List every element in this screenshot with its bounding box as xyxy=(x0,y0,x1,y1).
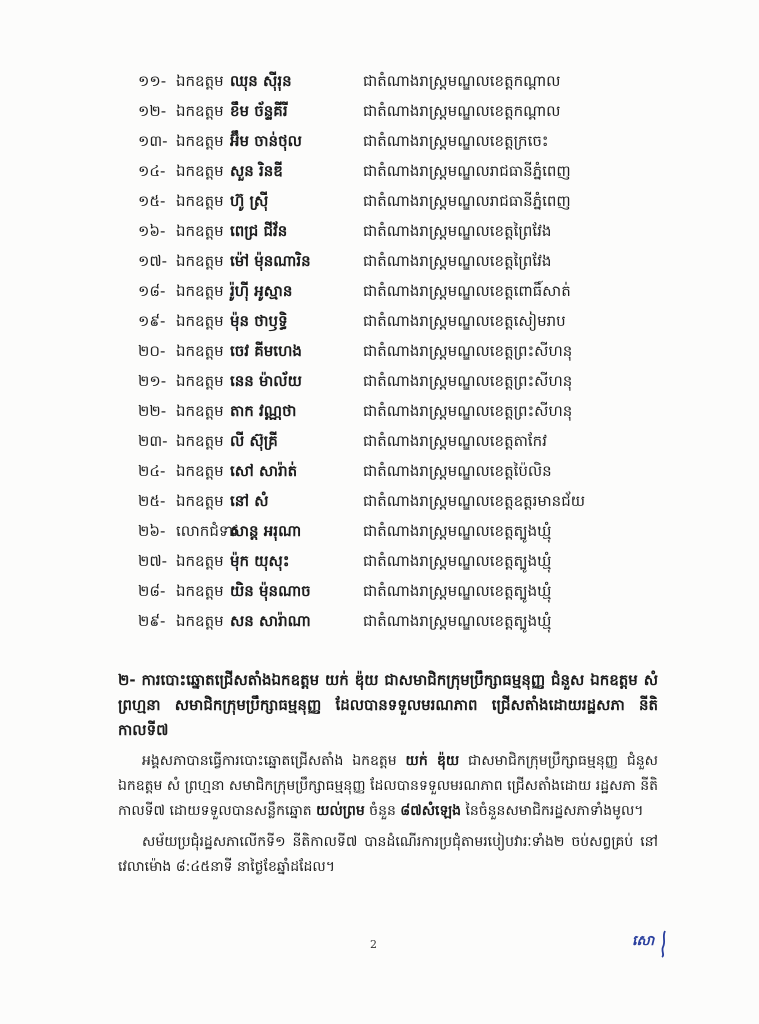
section-2-heading: ២- ការបោះឆ្នោតជ្រើសតាំងឯកឧត្តម យក់ ឌ៉ុយ ជាសមាជិកក្រុមប្រឹក្សាធម្មនុញ្ញ ជំនួស ឯកឧត្តម សំ ព្រហ្មនា សមាជិកក្រុមប្រឹក្សាធម្មនុញ្ញ ដែលបានទទួលមរណភាព ជ្រើសតាំងដោយរដ្ឋសភា នីតិកាលទី៧ xyxy=(118,671,658,739)
member-name: លី ស៊ុគ្រី xyxy=(230,432,278,450)
section-2 xyxy=(118,668,658,880)
member-title: ឯកឧត្តម xyxy=(176,312,224,330)
member-row xyxy=(138,546,658,576)
member-role: ជាតំណាងរាស្ត្រមណ្ឌលខេត្តព្រះសីហនុ xyxy=(363,402,573,420)
initials-mark-icon xyxy=(632,925,692,959)
section-2-paragraph-1 xyxy=(118,749,658,824)
member-role: ជាតំណាងរាស្ត្រមណ្ឌលខេត្តកណ្តាល xyxy=(363,72,561,90)
member-name: តាក វណ្ណថា xyxy=(230,402,297,420)
member-row xyxy=(138,576,658,606)
member-row xyxy=(138,306,658,336)
member-role: ជាតំណាងរាស្ត្រមណ្ឌលខេត្តតាកែវ xyxy=(363,432,547,450)
member-role: ជាតំណាងរាស្ត្រមណ្ឌលខេត្តត្បូងឃ្មុំ xyxy=(363,612,552,630)
member-role: ជាតំណាងរាស្ត្រមណ្ឌលខេត្តព្រៃវែង xyxy=(363,222,552,240)
member-title: ឯកឧត្តម xyxy=(176,462,224,480)
member-name: សៅ សារ៉ាត់ xyxy=(230,462,298,480)
member-name: ឈុន ស៊ីរុន xyxy=(230,72,292,90)
member-number: ២៨- xyxy=(138,582,166,600)
member-row xyxy=(138,66,658,96)
member-number: ២០- xyxy=(138,342,166,360)
member-name: ម៉ុក យុសុះ xyxy=(230,552,290,570)
member-number: ២៦- xyxy=(138,522,166,540)
handwritten-initials xyxy=(632,925,692,959)
member-row xyxy=(138,366,658,396)
member-number: ២៤- xyxy=(138,462,166,480)
member-title: ឯកឧត្តម xyxy=(176,612,224,630)
member-row xyxy=(138,336,658,366)
para1-elected-name: យក់ ឌ៉ុយ xyxy=(405,753,460,769)
member-number: ១៧- xyxy=(138,252,168,270)
member-name: ចេវ គីមហេង xyxy=(230,342,302,360)
member-number: ១២- xyxy=(138,102,167,120)
member-row xyxy=(138,276,658,306)
member-number: ១៦- xyxy=(138,222,166,240)
member-role: ជាតំណាងរាស្ត្រមណ្ឌលរាជធានីភ្នំពេញ xyxy=(363,162,571,180)
member-name: នេន ម៉ាល័យ xyxy=(230,372,302,390)
member-title: ឯកឧត្តម xyxy=(176,162,224,180)
para1-text-a: អង្គសភាបានធ្វើការបោះឆ្នោតជ្រើសតាំង ឯកឧត្តម xyxy=(142,753,406,769)
member-number: ២១- xyxy=(138,372,167,390)
member-number: ១៩- xyxy=(138,312,166,330)
member-number: ១៨- xyxy=(138,282,166,300)
member-role: ជាតំណាងរាស្ត្រមណ្ឌលខេត្តពោធិ៍សាត់ xyxy=(363,282,571,300)
member-title: ឯកឧត្តម xyxy=(176,342,224,360)
member-name: ពេជ្រ ជីវ័ន xyxy=(230,222,288,240)
member-role: ជាតំណាងរាស្ត្រមណ្ឌលខេត្តកណ្តាល xyxy=(363,102,561,120)
member-number: ២២- xyxy=(138,402,167,420)
member-title: ឯកឧត្តម xyxy=(176,372,224,390)
member-row xyxy=(138,96,658,126)
member-role: ជាតំណាងរាស្ត្រមណ្ឌលខេត្តសៀមរាប xyxy=(363,312,566,330)
member-name: សន សារ៉ាណា xyxy=(230,612,311,630)
member-number: ២៥- xyxy=(138,492,166,510)
member-name: ម៉ៅ ម៉ុនណារិន xyxy=(230,252,311,270)
para1-text-d: នៃចំនួនសមាជិករដ្ឋសភាទាំងមូល។ xyxy=(461,803,644,819)
para1-vote-count: ៨៧សំឡេង xyxy=(400,803,461,819)
member-role: ជាតំណាងរាស្ត្រមណ្ឌលខេត្តត្បូងឃ្មុំ xyxy=(363,552,552,570)
member-title: លោកជំទាវ xyxy=(176,522,238,540)
member-role: ជាតំណាងរាស្ត្រមណ្ឌលខេត្តក្រចេះ xyxy=(363,132,549,150)
page-number: 2 xyxy=(370,938,377,951)
member-role: ជាតំណាងរាស្ត្រមណ្ឌលខេត្តត្បូងឃ្មុំ xyxy=(363,522,552,540)
member-role: ជាតំណាងរាស្ត្រមណ្ឌលខេត្តប៉ៃលិន xyxy=(363,462,552,480)
member-title: ឯកឧត្តម xyxy=(176,252,224,270)
member-number: ១១- xyxy=(138,72,167,90)
member-title: ឯកឧត្តម xyxy=(176,222,224,240)
member-title: ឯកឧត្តម xyxy=(176,402,224,420)
member-row xyxy=(138,606,658,636)
member-role: ជាតំណាងរាស្ត្រមណ្ឌលខេត្តឧត្តរមានជ័យ xyxy=(363,492,585,510)
initials-text: សោ xyxy=(632,933,654,949)
member-title: ឯកឧត្តម xyxy=(176,492,224,510)
member-row xyxy=(138,486,658,516)
member-row xyxy=(138,156,658,186)
member-name: សាន្ត អរុណា xyxy=(230,522,302,540)
member-row xyxy=(138,396,658,426)
member-list xyxy=(138,66,658,636)
member-number: ២៧- xyxy=(138,552,168,570)
member-title: ឯកឧត្តម xyxy=(176,432,224,450)
member-number: ១៣- xyxy=(138,132,168,150)
member-title: ឯកឧត្តម xyxy=(176,102,224,120)
member-role: ជាតំណាងរាស្ត្រមណ្ឌលខេត្តព្រះសីហនុ xyxy=(363,342,573,360)
member-row xyxy=(138,216,658,246)
member-number: ១៥- xyxy=(138,192,166,210)
member-title: ឯកឧត្តម xyxy=(176,192,224,210)
member-role: ជាតំណាងរាស្ត្រមណ្ឌលខេត្តព្រះសីហនុ xyxy=(363,372,573,390)
member-role: ជាតំណាងរាស្ត្រមណ្ឌលរាជធានីភ្នំពេញ xyxy=(363,192,571,210)
member-row xyxy=(138,426,658,456)
member-title: ឯកឧត្តម xyxy=(176,552,224,570)
para1-text-b: ជាសមាជិកក្រុមប្រឹក្សាធម្មនុញ្ញ ជំនួស ឯកឧត្តម សំ ព្រហ្មនា សមាជិកក្រុមប្រឹក្សាធម្មនុញ្ញ ដែលបានទទួលមរណភាព ជ្រើសតាំងដោយ រដ្ឋសភា នីតិកាលទី៧ ដោយទទួលបានសន្លឹកឆ្នោត xyxy=(118,753,658,819)
member-title: ឯកឧត្តម xyxy=(176,132,224,150)
member-title: ឯកឧត្តម xyxy=(176,282,224,300)
member-role: ជាតំណាងរាស្ត្រមណ្ឌលខេត្តត្បូងឃ្មុំ xyxy=(363,582,552,600)
member-name: ម៉ុន ថាឫទ្ធិ xyxy=(230,312,288,330)
member-role: ជាតំណាងរាស្ត្រមណ្ឌលខេត្តព្រៃវែង xyxy=(363,252,552,270)
member-title: ឯកឧត្តម xyxy=(176,72,224,90)
member-name: អ៊ឹម ចាន់ថុល xyxy=(230,132,302,150)
member-name: ខឹម ច័ន្ទគីរី xyxy=(230,102,288,120)
member-row xyxy=(138,126,658,156)
member-name: សួន រិនឌី xyxy=(230,162,283,180)
member-name: យិន ម៉ុនណាច xyxy=(230,582,311,600)
member-row xyxy=(138,456,658,486)
section-2-paragraph-2: សម័យប្រជុំរដ្ឋសភាលើកទី១ នីតិកាលទី៧ បានដំណើរការប្រជុំតាមរបៀបវារៈទាំង២ ចប់សព្វគ្រប់ នៅវេលាម៉ោង ៨:៤៥នាទី នាថ្ងៃខែឆ្នាំដដែល។ xyxy=(118,834,658,875)
member-row xyxy=(138,246,658,276)
para1-text-c: ចំនួន xyxy=(364,803,401,819)
member-number: ១៤- xyxy=(138,162,166,180)
para1-vote-label: យល់ព្រម xyxy=(316,803,365,819)
member-row xyxy=(138,516,658,546)
member-title: ឯកឧត្តម xyxy=(176,582,224,600)
member-row xyxy=(138,186,658,216)
member-name: រ៉ូហ៊ី អូស្មាន xyxy=(230,282,293,300)
member-number: ២៩- xyxy=(138,612,166,630)
member-number: ២៣- xyxy=(138,432,168,450)
member-name: ហ៊ូ ស្រ៊ី xyxy=(230,192,269,210)
member-name: នៅ សំ xyxy=(230,492,269,510)
